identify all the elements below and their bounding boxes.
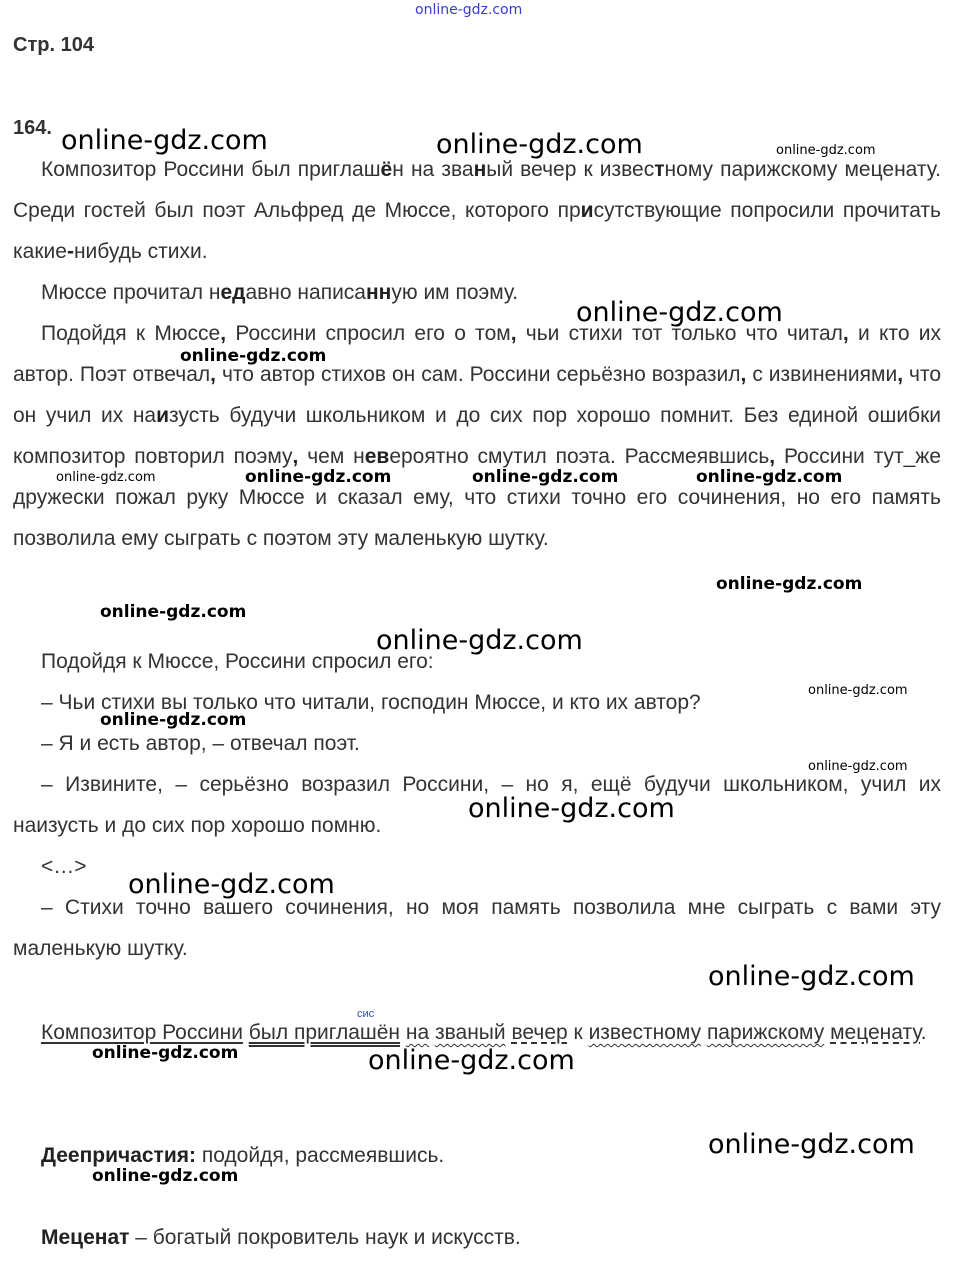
preposition-k: к <box>573 1021 583 1044</box>
page-label: Стр. 104 <box>13 34 94 56</box>
predicate: был приглашён <box>248 1021 401 1044</box>
watermark: online-gdz.com <box>576 297 783 328</box>
paragraph-1: Композитор Россини был приглашён на званый вечер к известному парижскому меценату. Среди гостей был поэт Альфред де Мюссе, которого присутствующие попросили прочитать какие-нибудь стихи. <box>13 158 941 263</box>
participles-text: подойдя, рассмеявшись. <box>196 1144 445 1167</box>
dialogue-line-4: – Стихи точно вашего сочинения, но моя память позволила мне сыграть с вами эту маленькую шутку. <box>13 896 941 960</box>
watermark: online-gdz.com <box>376 625 583 656</box>
dialogue-line-1: – Чьи стихи вы только что читали, господин Мюссе, и кто их автор? <box>41 691 701 714</box>
dialogue-ellipsis: <…> <box>41 855 87 878</box>
sentence-end: . <box>920 1021 927 1044</box>
watermark: online-gdz.com <box>180 346 327 366</box>
watermark: online-gdz.com <box>808 759 908 774</box>
watermark: online-gdz.com <box>468 793 675 824</box>
watermark: online-gdz.com <box>368 1045 575 1076</box>
watermark: online-gdz.com <box>92 1166 239 1186</box>
watermark: online-gdz.com <box>708 1129 915 1160</box>
watermark: online-gdz.com <box>696 467 843 487</box>
definition-term: Меценат <box>41 1226 130 1249</box>
watermark: online-gdz.com <box>128 869 335 900</box>
paragraph-2: Мюссе прочитал недавно написанную им поэму. <box>41 281 519 304</box>
object-mecenatu: меценату <box>830 1021 921 1044</box>
watermark: online-gdz.com <box>245 467 392 487</box>
watermark: online-gdz.com <box>61 125 268 156</box>
watermark: online-gdz.com <box>56 470 156 485</box>
modifier-na: на <box>405 1021 430 1044</box>
dialogue-intro: Подойдя к Мюссе, Россини спросил его: <box>41 650 434 673</box>
watermark: online-gdz.com <box>100 710 247 730</box>
paragraph-3: Подойдя к Мюссе, Россини спросил его о том, чьи стихи тот только что читал, и кто их автор. Поэт отвечал, что автор стихов он сам. Россини серьёзно возразил, с извинениями, что он учил их наизусть будучи школьником и до сих пор хорошо помнит. Без единой ошибки композитор повторил поэму, чем невероятно смутил поэта. Рассмеявшись, Россини тут_же дружески пожал руку Мюссе и сказал ему, что стихи точно его сочинения, но его память позволила ему сыграть с поэтом эту маленькую шутку. <box>13 322 942 550</box>
participles-label: Деепричастия: <box>41 1144 196 1167</box>
watermark: online-gdz.com <box>776 143 876 158</box>
parsing-label: сис <box>357 1008 375 1020</box>
watermark: online-gdz.com <box>100 602 247 622</box>
definition-text: – богатый покровитель наук и искусств. <box>129 1226 521 1249</box>
task-number: 164. <box>13 117 52 139</box>
subject: Композитор Россини <box>41 1021 243 1044</box>
watermark: online-gdz.com <box>436 129 643 160</box>
dialogue-line-2: – Я и есть автор, – отвечал поэт. <box>41 732 360 755</box>
watermark: online-gdz.com <box>808 683 908 698</box>
modifier-zvany: званый <box>434 1021 506 1044</box>
definition-line <box>41 1217 521 1258</box>
modifier-parizhskomu: парижскому <box>706 1021 825 1044</box>
object-vecher: вечер <box>511 1021 568 1044</box>
watermark: online-gdz.com <box>92 1043 239 1063</box>
site-header-watermark: online-gdz.com <box>415 2 523 18</box>
dialogue-line-3: – Извините, – серьёзно возразил Россини, – но я, ещё будучи школьником, учил их наизусть и до сих пор хорошо помню. <box>13 773 941 837</box>
modifier-izvestnomu: известному <box>588 1021 702 1044</box>
watermark: online-gdz.com <box>708 961 915 992</box>
watermark: online-gdz.com <box>472 467 619 487</box>
watermark: online-gdz.com <box>716 574 863 594</box>
